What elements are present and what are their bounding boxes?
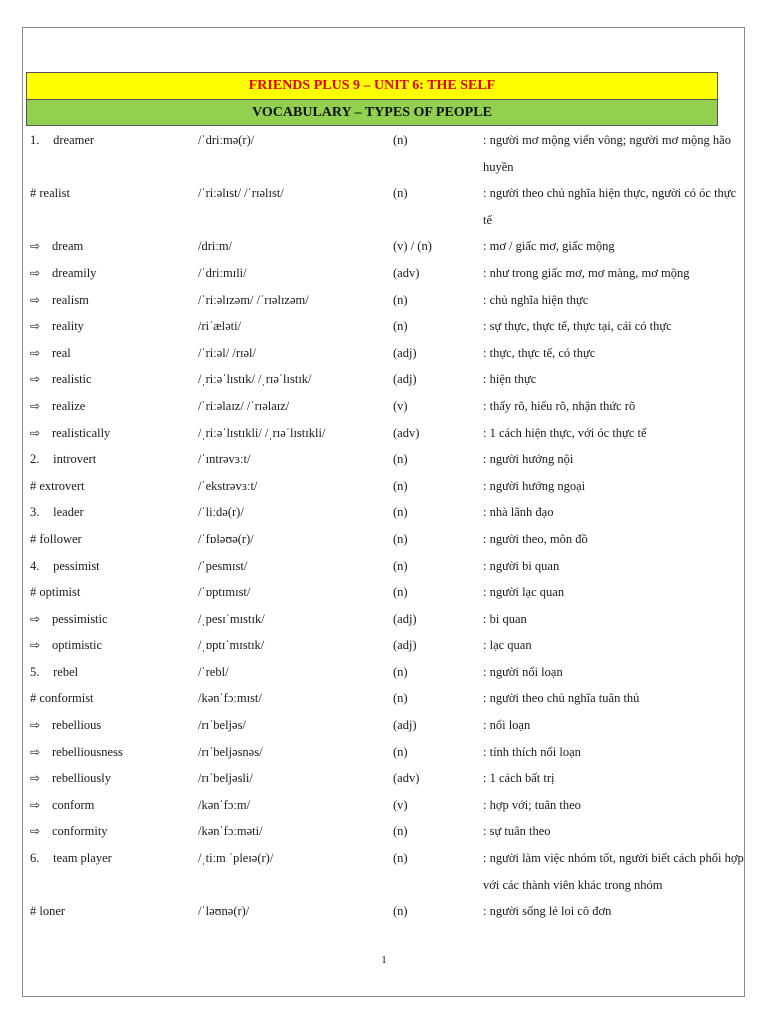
vocab-word: extrovert — [39, 478, 85, 493]
arrow-right-icon: ⇨ — [30, 771, 41, 786]
vocab-row — [30, 313, 745, 340]
entry-number: 3. — [30, 505, 40, 520]
vocab-word-cell — [30, 313, 198, 340]
vocab-pronunciation: /ˌriːəˈlɪstɪkli/ /ˌrɪəˈlɪstɪkli/ — [198, 425, 326, 440]
vocab-word: optimistic — [52, 638, 102, 653]
vocab-row — [30, 260, 745, 287]
vocabulary-table — [30, 127, 745, 925]
vocab-meaning: : nổi loạn — [483, 718, 531, 733]
vocab-pronunciation: /ˈliːdə(r)/ — [198, 505, 244, 520]
vocab-pronunciation: /ˈdriːmɪli/ — [198, 265, 247, 280]
vocab-row — [30, 499, 745, 526]
vocab-part-of-speech: (n) — [393, 664, 408, 679]
arrow-right-icon: ⇨ — [30, 718, 41, 733]
vocab-row — [30, 632, 745, 659]
vocab-part-of-speech: (n) — [393, 319, 408, 334]
vocab-word: team player — [53, 851, 112, 866]
vocab-row — [30, 553, 745, 580]
vocab-row — [30, 366, 745, 393]
vocab-meaning: : thấy rõ, hiểu rõ, nhận thức rõ — [483, 398, 636, 413]
vocab-word: rebel — [53, 664, 79, 679]
vocab-meaning: : người hướng nội — [483, 452, 574, 467]
vocab-meaning: : hiện thực — [483, 372, 537, 387]
vocab-row — [30, 473, 745, 500]
page-number: 1 — [381, 954, 387, 966]
vocab-row — [30, 659, 745, 686]
vocab-word-cell — [30, 659, 198, 686]
arrow-right-icon: ⇨ — [30, 824, 41, 839]
vocab-word: pessimistic — [52, 611, 108, 626]
vocab-word-cell — [30, 340, 198, 367]
vocab-pronunciation: /ˈriːəl/ /rɪəl/ — [198, 345, 256, 360]
vocab-meaning: : người lạc quan — [483, 585, 565, 600]
vocab-part-of-speech: (n) — [393, 585, 408, 600]
vocab-part-of-speech: (adj) — [393, 718, 417, 733]
vocab-word-cell — [30, 845, 198, 898]
vocab-meaning: : người nổi loạn — [483, 664, 563, 679]
entry-number: 5. — [30, 664, 40, 679]
vocab-row — [30, 579, 745, 606]
vocab-part-of-speech: (n) — [393, 691, 408, 706]
vocab-word: follower — [39, 531, 82, 546]
vocab-word-cell — [30, 393, 198, 420]
vocab-word: realist — [39, 186, 70, 201]
vocab-meaning: : người bi quan — [483, 558, 560, 573]
vocab-meaning: : người mơ mộng viển vông; người mơ mộng hão huyền — [483, 133, 731, 174]
vocab-meaning: : mơ / giấc mơ, giấc mộng — [483, 239, 615, 254]
vocab-word-cell — [30, 553, 198, 580]
vocab-part-of-speech: (adj) — [393, 345, 417, 360]
vocab-row — [30, 792, 745, 819]
arrow-right-icon: ⇨ — [30, 398, 41, 413]
vocab-pronunciation: /riˈæləti/ — [198, 319, 242, 334]
vocab-part-of-speech: (n) — [393, 452, 408, 467]
vocab-word: pessimist — [53, 558, 100, 573]
document-title: FRIENDS PLUS 9 – UNIT 6: THE SELF — [26, 72, 718, 100]
vocab-meaning: : người theo chủ nghĩa hiện thực, người có óc thực tế — [483, 186, 737, 227]
arrow-right-icon: ⇨ — [30, 611, 41, 626]
arrow-right-icon: ⇨ — [30, 425, 41, 440]
vocab-word-cell — [30, 712, 198, 739]
vocab-word-cell — [30, 606, 198, 633]
vocab-part-of-speech: (adv) — [393, 771, 420, 786]
vocab-word-cell — [30, 765, 198, 792]
vocab-part-of-speech: (n) — [393, 133, 408, 147]
vocab-part-of-speech: (adj) — [393, 372, 417, 387]
vocab-word-cell — [30, 526, 198, 553]
vocab-pronunciation: /driːm/ — [198, 239, 233, 254]
vocab-part-of-speech: (n) — [393, 186, 408, 201]
vocab-word: introvert — [53, 452, 97, 467]
arrow-right-icon: ⇨ — [30, 372, 41, 387]
vocab-pronunciation: /ˈɪntrəvɜːt/ — [198, 452, 251, 467]
vocabulary-table-body — [30, 127, 745, 925]
vocab-meaning: : sự thực, thực tế, thực tại, cái có thực — [483, 319, 672, 334]
vocab-meaning: : người sống lẻ loi cô đơn — [483, 904, 612, 919]
vocab-pronunciation: /kənˈfɔːmɪst/ — [198, 691, 262, 706]
vocab-row — [30, 340, 745, 367]
antonym-hash-mark: # — [30, 186, 37, 201]
vocab-pronunciation: /ˌtiːm ˈpleɪə(r)/ — [198, 851, 274, 866]
vocab-pronunciation: /ˈdriːmə(r)/ — [198, 133, 255, 147]
vocab-row — [30, 420, 745, 447]
vocab-word-cell — [30, 180, 198, 233]
vocab-part-of-speech: (n) — [393, 744, 408, 759]
vocab-pronunciation: /rɪˈbeljəsnəs/ — [198, 744, 263, 759]
entry-number: 2. — [30, 452, 40, 467]
vocab-meaning: : 1 cách bất trị — [483, 771, 555, 786]
vocab-pronunciation: /ˈləʊnə(r)/ — [198, 904, 250, 919]
vocab-word: realistically — [52, 425, 111, 440]
vocab-meaning: : thực, thực tế, có thực — [483, 345, 596, 360]
vocab-part-of-speech: (n) — [393, 824, 408, 839]
entry-number: 6. — [30, 851, 40, 866]
vocab-word: dream — [52, 239, 84, 254]
antonym-hash-mark: # — [30, 691, 37, 706]
section-title: VOCABULARY – TYPES OF PEOPLE — [26, 100, 718, 126]
vocab-row — [30, 765, 745, 792]
vocab-word-cell — [30, 420, 198, 447]
vocab-word-cell — [30, 233, 198, 260]
vocab-word: reality — [52, 319, 84, 334]
vocab-row — [30, 739, 745, 766]
vocab-part-of-speech: (adj) — [393, 611, 417, 626]
vocab-pronunciation: /ˈriːəlɪst/ /ˈrɪəlɪst/ — [198, 186, 284, 201]
vocab-meaning: : sự tuân theo — [483, 824, 551, 839]
vocab-meaning: : chủ nghĩa hiện thực — [483, 292, 589, 307]
antonym-hash-mark: # — [30, 478, 37, 493]
vocab-word-cell — [30, 818, 198, 845]
arrow-right-icon: ⇨ — [30, 345, 41, 360]
vocab-word: realism — [52, 292, 89, 307]
arrow-right-icon: ⇨ — [30, 239, 41, 254]
vocab-row — [30, 393, 745, 420]
vocab-pronunciation: /ˈfɒləʊə(r)/ — [198, 531, 254, 546]
vocab-word: rebelliously — [52, 771, 112, 786]
vocab-row — [30, 127, 745, 180]
vocab-part-of-speech: (v) — [393, 398, 408, 413]
vocab-word: leader — [53, 505, 84, 520]
vocab-pronunciation: /ˈpesmɪst/ — [198, 558, 248, 573]
vocab-word-cell — [30, 127, 198, 180]
vocab-pronunciation: /ˌriːəˈlɪstɪk/ /ˌrɪəˈlɪstɪk/ — [198, 372, 312, 387]
vocab-word-cell — [30, 366, 198, 393]
vocab-word-cell — [30, 260, 198, 287]
vocab-pronunciation: /ˌpesɪˈmɪstɪk/ — [198, 611, 265, 626]
vocab-part-of-speech: (adj) — [393, 638, 417, 653]
vocab-meaning: : người theo, môn đồ — [483, 531, 588, 546]
vocab-part-of-speech: (n) — [393, 478, 408, 493]
vocab-row — [30, 606, 745, 633]
vocab-word: rebelliousness — [52, 744, 123, 759]
vocab-row — [30, 898, 745, 925]
vocab-word-cell — [30, 499, 198, 526]
antonym-hash-mark: # — [30, 531, 37, 546]
vocab-word-cell — [30, 473, 198, 500]
vocab-part-of-speech: (n) — [393, 505, 408, 520]
vocab-meaning: : người theo chủ nghĩa tuân thủ — [483, 691, 640, 706]
vocab-word: realize — [52, 398, 86, 413]
vocab-part-of-speech: (adv) — [393, 265, 420, 280]
vocab-word-cell — [30, 579, 198, 606]
vocab-word: conform — [52, 797, 95, 812]
vocab-word: optimist — [39, 585, 81, 600]
antonym-hash-mark: # — [30, 585, 37, 600]
vocab-pronunciation: /ˈriːəlɪzəm/ /ˈrɪəlɪzəm/ — [198, 292, 309, 307]
vocab-word-cell — [30, 446, 198, 473]
vocab-word-cell — [30, 685, 198, 712]
vocab-row — [30, 685, 745, 712]
arrow-right-icon: ⇨ — [30, 638, 41, 653]
vocab-pronunciation: /kənˈfɔːm/ — [198, 797, 251, 812]
vocab-word: dreamily — [52, 265, 97, 280]
vocab-part-of-speech: (adv) — [393, 425, 420, 440]
vocab-word: dreamer — [53, 133, 95, 147]
vocab-pronunciation: /kənˈfɔːməti/ — [198, 824, 263, 839]
vocab-pronunciation: /ˈriːəlaɪz/ /ˈrɪəlaɪz/ — [198, 398, 290, 413]
vocab-part-of-speech: (n) — [393, 904, 408, 919]
vocab-part-of-speech: (n) — [393, 531, 408, 546]
vocab-part-of-speech: (v) — [393, 797, 408, 812]
vocab-part-of-speech: (n) — [393, 292, 408, 307]
vocab-pronunciation: /ˈekstrəvɜːt/ — [198, 478, 258, 493]
vocab-word-cell — [30, 792, 198, 819]
vocab-word: loner — [39, 904, 66, 919]
vocab-meaning: : bi quan — [483, 611, 527, 626]
vocab-pronunciation: /rɪˈbeljəs/ — [198, 718, 246, 733]
vocab-part-of-speech: (v) / (n) — [393, 239, 432, 254]
vocab-row — [30, 526, 745, 553]
vocab-meaning: : 1 cách hiện thực, với óc thực tế — [483, 425, 647, 440]
arrow-right-icon: ⇨ — [30, 265, 41, 280]
vocab-meaning: : người hướng ngoại — [483, 478, 586, 493]
arrow-right-icon: ⇨ — [30, 319, 41, 334]
vocab-meaning: : như trong giấc mơ, mơ màng, mơ mộng — [483, 265, 690, 280]
vocab-word: conformity — [52, 824, 108, 839]
vocab-row — [30, 180, 745, 233]
entry-number: 1. — [30, 133, 40, 147]
vocab-row — [30, 845, 745, 898]
vocab-row — [30, 818, 745, 845]
vocab-part-of-speech: (n) — [393, 851, 408, 866]
vocab-word: real — [52, 345, 71, 360]
vocab-meaning: : lạc quan — [483, 638, 532, 653]
vocab-word-cell — [30, 632, 198, 659]
arrow-right-icon: ⇨ — [30, 797, 41, 812]
vocab-word-cell — [30, 287, 198, 314]
vocab-pronunciation: /rɪˈbeljəsli/ — [198, 771, 253, 786]
vocab-row — [30, 287, 745, 314]
vocab-pronunciation: /ˈrebl/ — [198, 664, 229, 679]
vocab-word: conformist — [39, 691, 94, 706]
antonym-hash-mark: # — [30, 904, 37, 919]
vocab-word-cell — [30, 739, 198, 766]
arrow-right-icon: ⇨ — [30, 292, 41, 307]
vocab-meaning: : hợp với; tuân theo — [483, 797, 581, 812]
vocab-pronunciation: /ˌɒptɪˈmɪstɪk/ — [198, 638, 265, 653]
vocab-word: realistic — [52, 372, 92, 387]
arrow-right-icon: ⇨ — [30, 744, 41, 759]
vocab-word-cell — [30, 898, 198, 925]
vocab-pronunciation: /ˈɒptɪmɪst/ — [198, 585, 251, 600]
vocab-word: rebellious — [52, 718, 102, 733]
vocab-meaning: : người làm việc nhóm tốt, người biết cách phối hợp với các thành viên khác trong nhóm — [483, 851, 744, 892]
vocab-row — [30, 712, 745, 739]
vocab-part-of-speech: (n) — [393, 558, 408, 573]
vocab-meaning: : nhà lãnh đạo — [483, 505, 554, 520]
vocab-meaning: : tính thích nổi loạn — [483, 744, 581, 759]
vocab-row — [30, 233, 745, 260]
vocab-row — [30, 446, 745, 473]
entry-number: 4. — [30, 558, 40, 573]
